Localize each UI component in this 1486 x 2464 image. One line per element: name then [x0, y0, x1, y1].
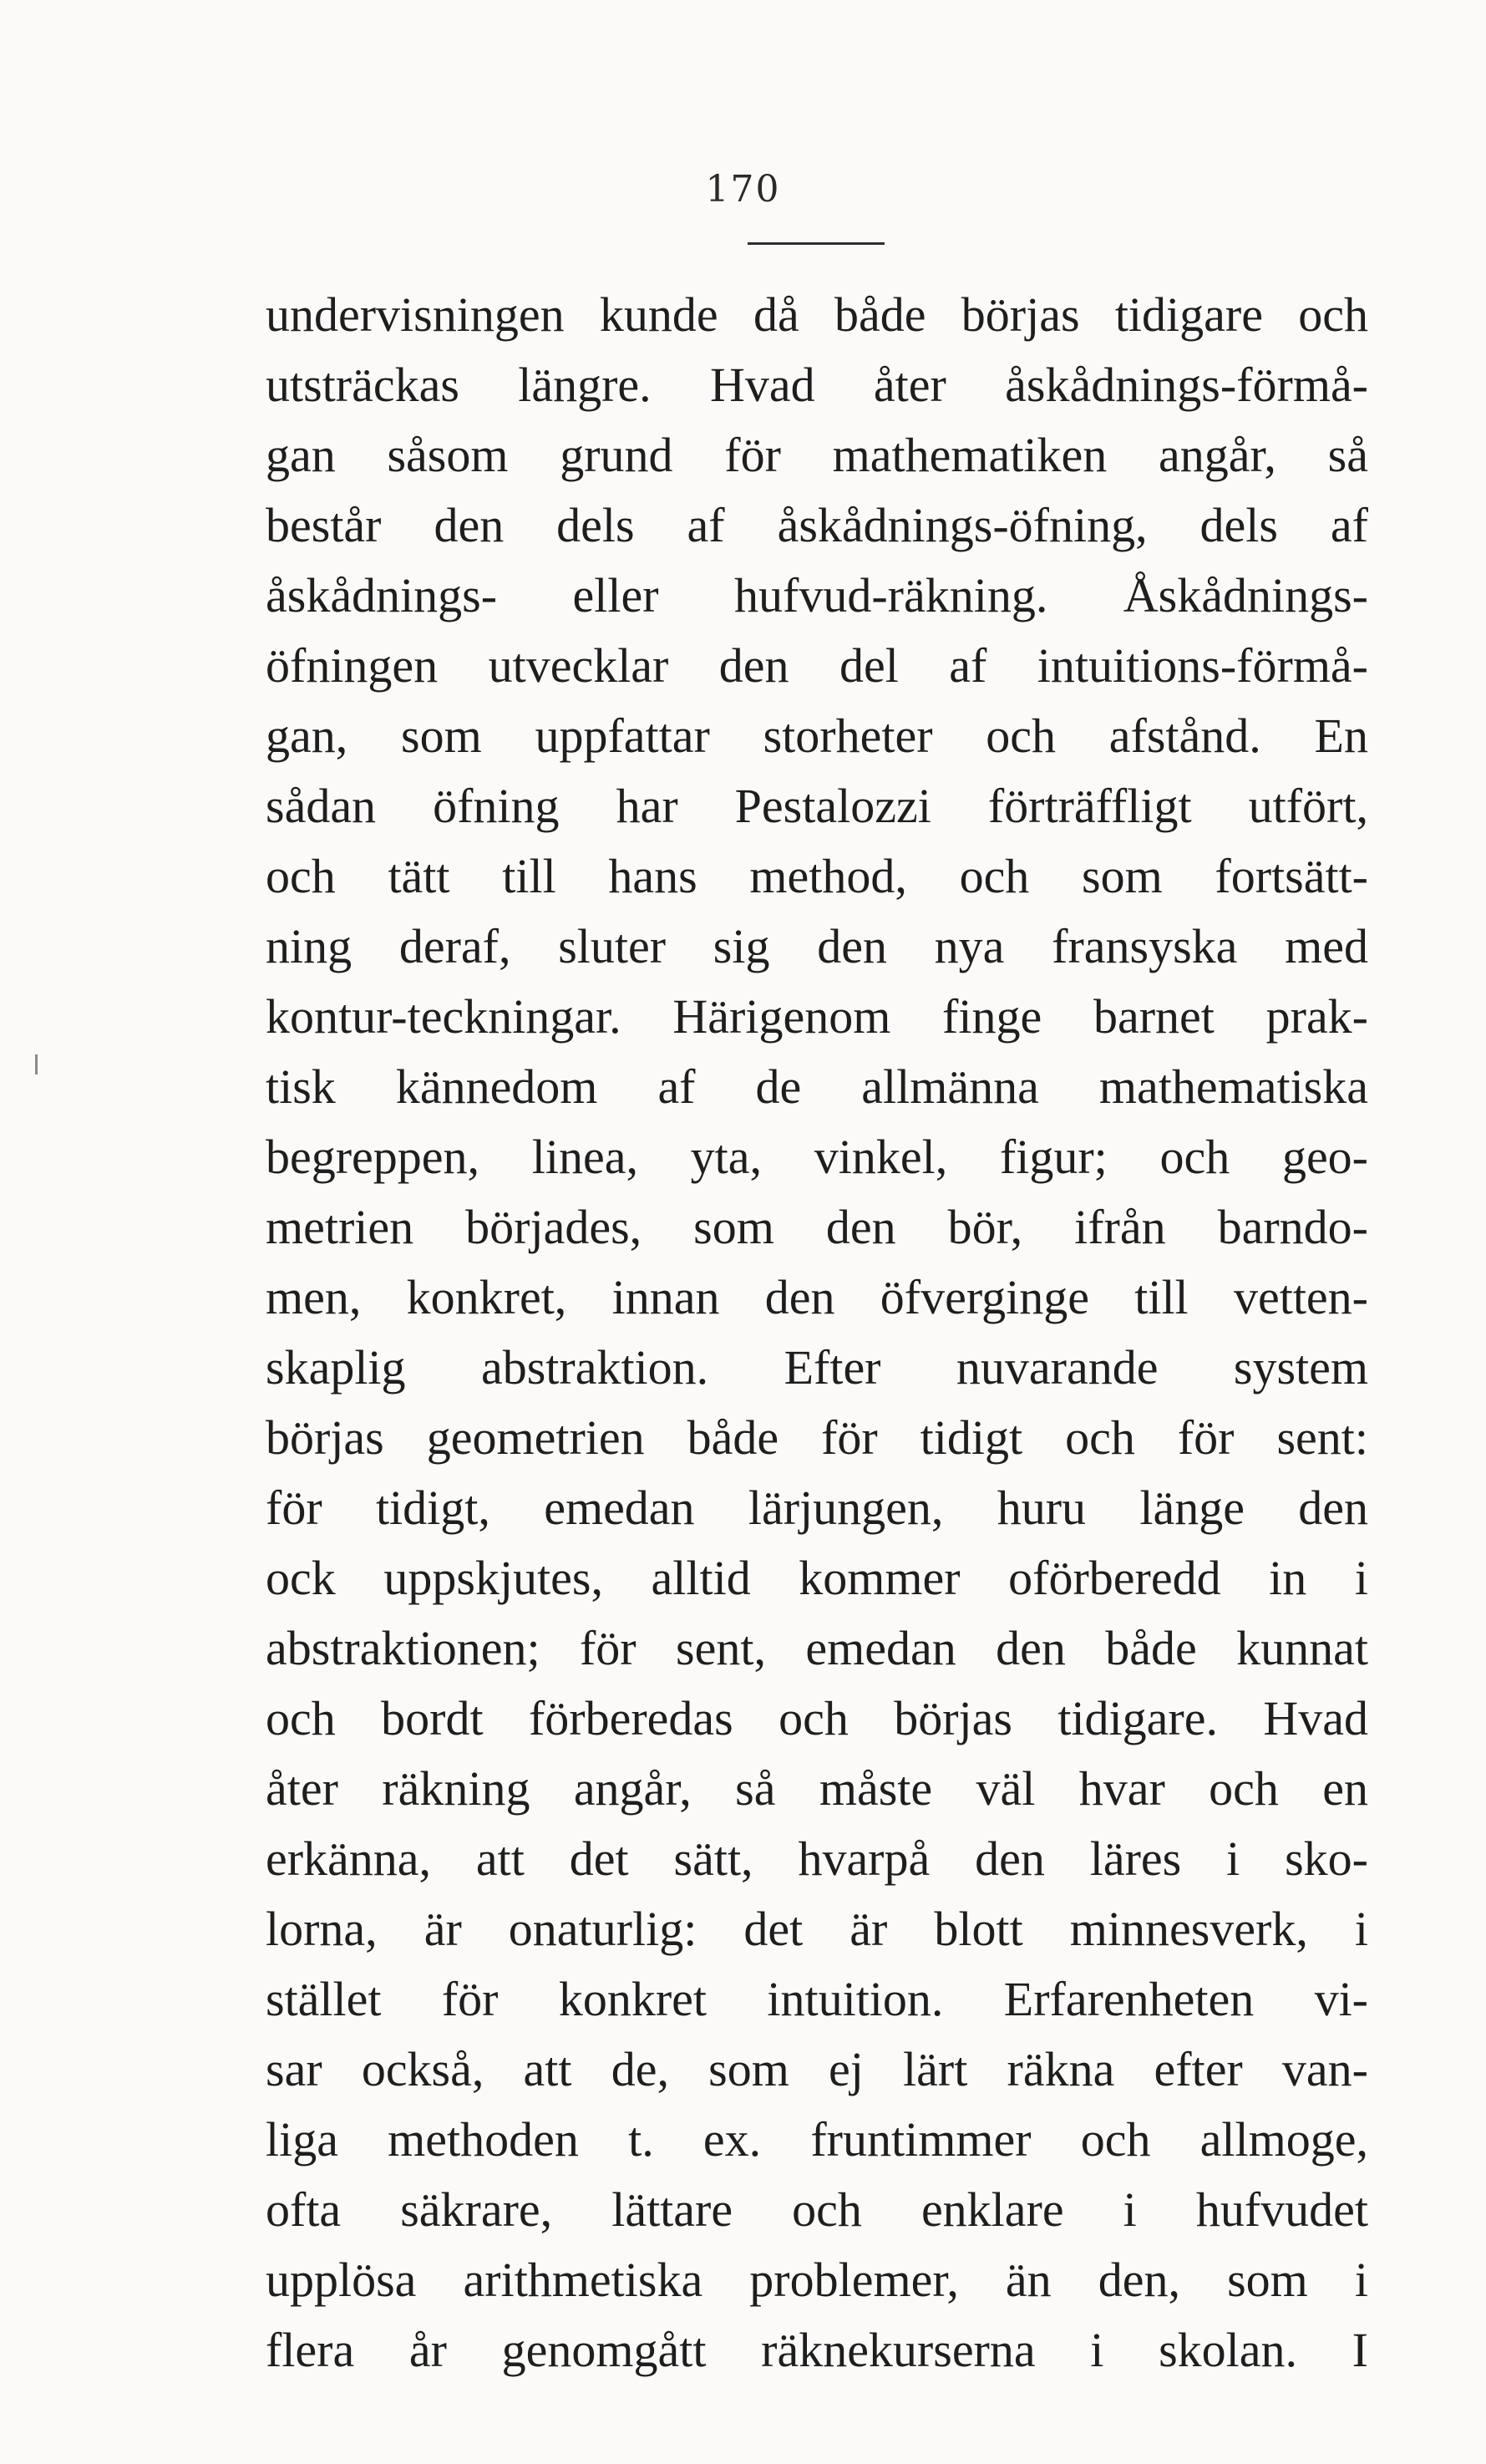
text-line: och bordt förberedas och börjas tidigare. Hvad: [266, 1691, 1368, 1745]
margin-mark: [35, 1054, 38, 1075]
text-line: men, konkret, innan den öfverginge till vetten-: [266, 1270, 1368, 1324]
text-line: utsträckas längre. Hvad åter åskådnings-förmå-: [266, 358, 1368, 412]
text-line: gan, som uppfattar storheter och afstånd. En: [266, 709, 1368, 763]
text-line: sar också, att de, som ej lärt räkna efter van-: [266, 2042, 1368, 2096]
text-line: upplösa arithmetiska problemer, än den, som i: [266, 2253, 1368, 2307]
text-line: kontur-teckningar. Härigenom finge barnet prak-: [266, 989, 1368, 1044]
text-line: ning deraf, sluter sig den nya fransyska med: [266, 919, 1368, 973]
text-line: åskådnings- eller hufvud-räkning. Åskådnings-: [266, 568, 1368, 622]
text-line: för tidigt, emedan lärjungen, huru länge den: [266, 1481, 1368, 1535]
text-line: erkänna, att det sätt, hvarpå den läres i sko-: [266, 1831, 1368, 1886]
text-line: består den dels af åskådnings-öfning, dels af: [266, 498, 1368, 552]
text-line: flera år genomgått räknekurserna i skolan. I: [266, 2323, 1368, 2377]
text-line: och tätt till hans method, och som fortsätt-: [266, 849, 1368, 903]
text-line: liga methoden t. ex. fruntimmer och allmoge,: [266, 2112, 1368, 2167]
text-line: abstraktionen; för sent, emedan den både kunnat: [266, 1621, 1368, 1675]
body-text: [266, 280, 1368, 2385]
text-line: sådan öfning har Pestalozzi förträffligt utfört,: [266, 779, 1368, 833]
text-line: stället för konkret intuition. Erfarenheten vi-: [266, 1972, 1368, 2026]
text-line: lorna, är onaturlig: det är blott minnesverk, i: [266, 1902, 1368, 1956]
page-number: 170: [705, 168, 781, 211]
text-line: öfningen utvecklar den del af intuitions-förmå-: [266, 638, 1368, 693]
text-line: metrien börjades, som den bör, ifrån barndo-: [266, 1200, 1368, 1254]
text-line: börjas geometrien både för tidigt och för sent:: [266, 1410, 1368, 1465]
page-number-rule: [748, 242, 885, 245]
text-line: åter räkning angår, så måste väl hvar och en: [266, 1761, 1368, 1816]
text-line: tisk kännedom af de allmänna mathematiska: [266, 1059, 1368, 1114]
text-line: begreppen, linea, yta, vinkel, figur; och geo-: [266, 1130, 1368, 1184]
text-line: ock uppskjutes, alltid kommer oförberedd in i: [266, 1551, 1368, 1605]
text-line: undervisningen kunde då både börjas tidigare och: [266, 287, 1368, 342]
text-line: ofta säkrare, lättare och enklare i hufvudet: [266, 2182, 1368, 2237]
text-line: gan såsom grund för mathematiken angår, så: [266, 428, 1368, 482]
text-line: skaplig abstraktion. Efter nuvarande system: [266, 1340, 1368, 1395]
